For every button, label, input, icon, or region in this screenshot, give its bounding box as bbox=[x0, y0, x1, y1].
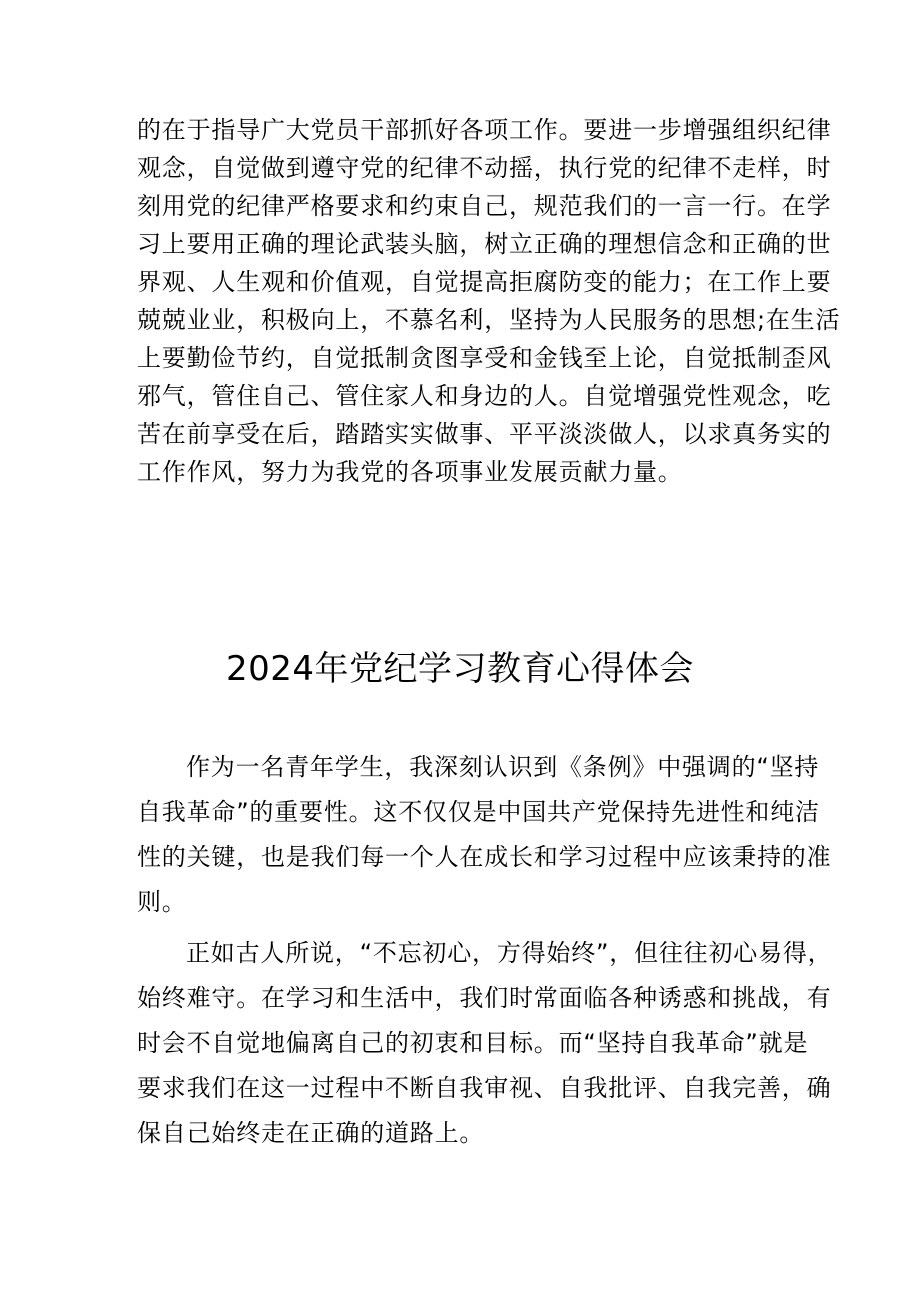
body-text-line: 邪气，管住自己、管住家人和身边的人。自觉增强党性观念，吃 bbox=[137, 382, 832, 410]
paragraph-first-line: 作为一名青年学生，我深刻认识到《条例》中强调的“坚持 bbox=[186, 753, 820, 781]
body-text-line: 上要勤俭节约，自觉抵制贪图享受和金钱至上论，自觉抵制歪风 bbox=[137, 344, 832, 372]
body-text-line: 兢兢业业，积极向上，不慕名利，坚持为人民服务的思想;在生活 bbox=[137, 306, 841, 334]
body-text-line: 的在于指导广大党员干部抓好各项工作。要进一步增强组织纪律 bbox=[137, 116, 832, 144]
body-text-line: 始终难守。在学习和生活中，我们时常面临各种诱惑和挑战，有 bbox=[137, 984, 832, 1012]
body-text-line: 刻用党的纪律严格要求和约束自己，规范我们的一言一行。在学 bbox=[137, 192, 832, 220]
body-text-line: 习上要用正确的理论武装头脑，树立正确的理想信念和正确的世 bbox=[137, 230, 832, 258]
paragraph-first-line: 正如古人所说，“不忘初心，方得始终”，但往往初心易得， bbox=[186, 939, 833, 967]
body-text-line: 性的关键，也是我们每一个人在成长和学习过程中应该秉持的准 bbox=[137, 843, 832, 871]
body-text-line: 要求我们在这一过程中不断自我审视、自我批评、自我完善，确 bbox=[137, 1074, 832, 1102]
body-text-line: 界观、人生观和价值观，自觉提高拒腐防变的能力；在工作上要 bbox=[137, 268, 832, 296]
body-text-line: 保自己始终走在正确的道路上。 bbox=[137, 1119, 485, 1147]
body-text-line: 则。 bbox=[137, 888, 187, 916]
page-title: 2024年党纪学习教育心得体会 bbox=[225, 649, 695, 689]
body-text-line: 苦在前享受在后，踏踏实实做事、平平淡淡做人，以求真务实的 bbox=[137, 420, 832, 448]
body-text-line: 自我革命”的重要性。这不仅仅是中国共产党保持先进性和纯洁 bbox=[137, 798, 820, 826]
body-text-line: 时会不自觉地偏离自己的初衷和目标。而“坚持自我革命”就是 bbox=[137, 1029, 809, 1057]
body-text-line: 观念，自觉做到遵守党的纪律不动摇，执行党的纪律不走样，时 bbox=[137, 154, 832, 182]
body-text-line: 工作作风，努力为我党的各项事业发展贡献力量。 bbox=[137, 458, 683, 486]
